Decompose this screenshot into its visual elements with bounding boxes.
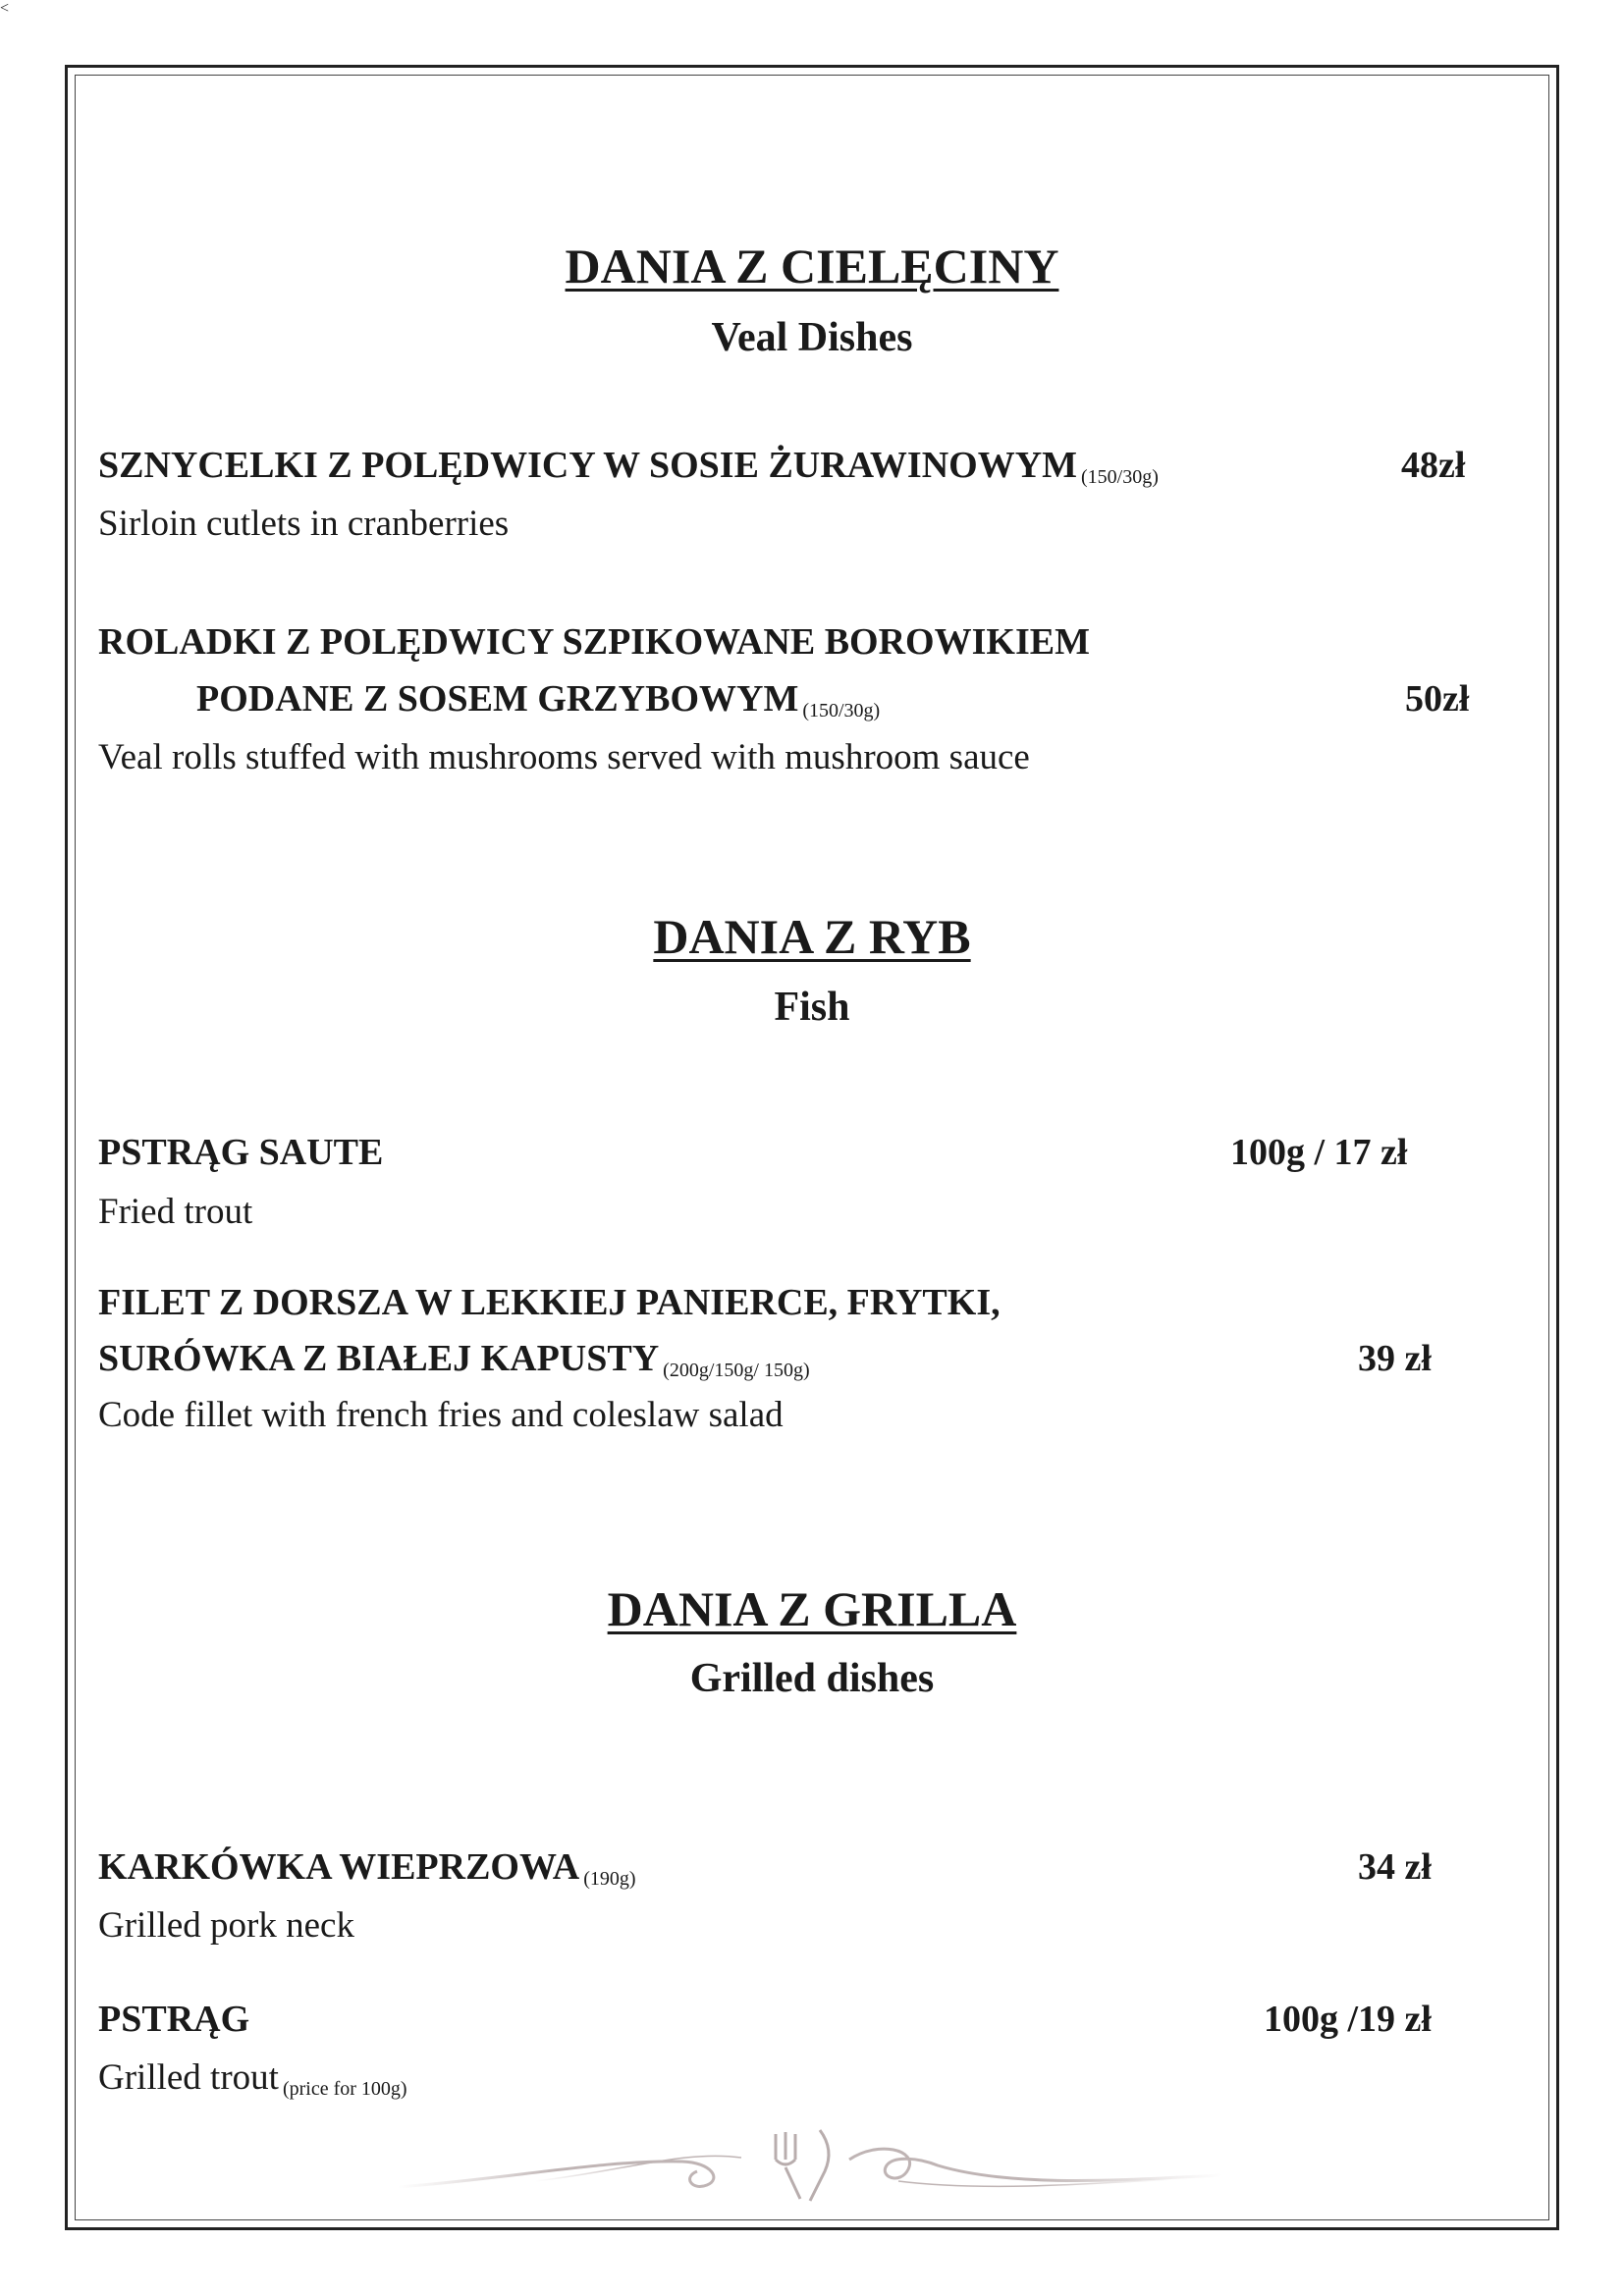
section-title-fish: DANIA Z RYB	[653, 909, 971, 964]
dish-description: Grilled pork neck	[98, 1905, 354, 1946]
dish-portion-note: (price for 100g)	[282, 2078, 407, 2100]
dish-name-cod-fillet: FILET Z DORSZA W LEKKIEJ PANIERCE, FRYTKI,	[98, 1282, 1001, 1323]
dish-price: 50zł	[1405, 678, 1470, 720]
dish-name-sirloin-cutlets: SZNYCELKI Z POLĘDWICY W SOSIE ŻURAWINOWYM (150/30g)	[98, 445, 1159, 488]
dish-name-trout-saute: PSTRĄG SAUTE	[98, 1132, 384, 1173]
section-subtitle-veal: Veal Dishes	[711, 315, 913, 360]
dish-price: 48zł	[1401, 445, 1466, 486]
dish-description: Fried trout	[98, 1192, 253, 1232]
dish-name-grilled-trout: PSTRĄG	[98, 1999, 250, 2040]
dish-description: Grilled trout (price for 100g)	[98, 2057, 407, 2100]
section-title-veal: DANIA Z CIELĘCINY	[565, 239, 1059, 294]
dish-price: 34 zł	[1358, 1846, 1432, 1888]
section-subtitle-grill: Grilled dishes	[689, 1656, 935, 1701]
dish-portion: (190g)	[583, 1868, 636, 1890]
dish-name-veal-rolls: ROLADKI Z POLĘDWICY SZPIKOWANE BOROWIKIEM	[98, 621, 1090, 663]
dish-description: Veal rolls stuffed with mushrooms served with mushroom sauce	[98, 737, 1030, 777]
dish-portion: (150/30g)	[1081, 466, 1159, 488]
dish-description: Sirloin cutlets in cranberries	[98, 504, 510, 544]
fork-flourish-icon	[388, 2120, 1232, 2209]
menu-page: DANIA Z CIELĘCINY Veal Dishes SZNYCELKI Z POLĘDWICY W SOSIE ŻURAWINOWYM (150/30g) 48zł Sirloin cutlets in cranberries ROLADKI Z POLĘDWICY SZPIKOWANE BOROWIKIEM PODANE Z SOSEM GRZYBOWYM (150/30g) 50zł Veal rolls stuffed with mushrooms served with mushroom sauce < DANIA Z RYB Fish PSTRĄG SAUTE 100g / 17 zł Fried trout FILET Z DORSZA W LEKKIEJ PANIERCE, FRYTKI, SURÓWKA Z BIAŁEJ KAPUSTY (200g/150g/ 150g) 39 zł Code fillet with french fries and coleslaw salad DANIA Z GRILLA Grilled dishes KARKÓWKA WIEPRZOWA (190g) 34 zł Grilled pork neck PSTRĄG 100g /19 zł Grilled trout (price for 100g)	[0, 0, 1624, 2296]
dish-price: 100g /19 zł	[1264, 1999, 1432, 2040]
dish-name-cod-fillet-line2: SURÓWKA Z BIAŁEJ KAPUSTY (200g/150g/ 150g)	[98, 1338, 810, 1381]
dish-name-veal-rolls-line2: PODANE Z SOSEM GRZYBOWYM (150/30g)	[196, 678, 881, 721]
dish-portion: (200g/150g/ 150g)	[663, 1360, 810, 1381]
section-subtitle-fish: Fish	[774, 985, 850, 1030]
dish-price: 100g / 17 zł	[1230, 1132, 1408, 1173]
dish-name-pork-neck: KARKÓWKA WIEPRZOWA (190g)	[98, 1846, 636, 1890]
dish-price: 39 zł	[1358, 1338, 1432, 1379]
dish-portion: (150/30g)	[802, 700, 881, 721]
dish-description: Code fillet with french fries and coleslaw salad	[98, 1395, 784, 1435]
section-title-grill: DANIA Z GRILLA	[607, 1581, 1017, 1636]
